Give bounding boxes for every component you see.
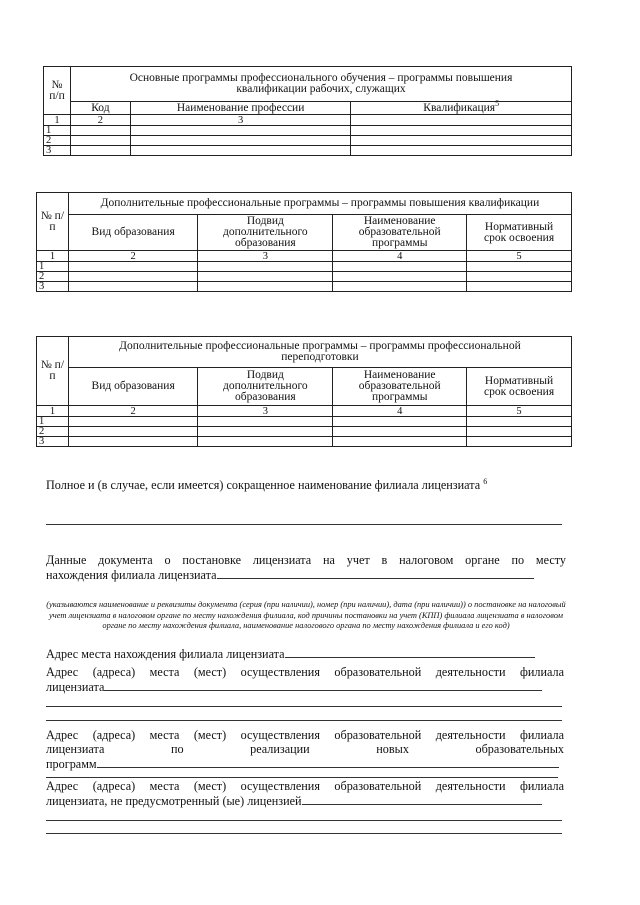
col-profession: Наименование профессии — [130, 102, 351, 115]
tax-doc-label-cont: нахождения филиала лицензиата — [46, 567, 566, 582]
index-cell: 1 — [37, 406, 69, 417]
branch-name-label: Полное и (в случае, если имеется) сокращенное наименование филиала лицензиата $^6$ — [46, 476, 488, 492]
unlicensed-address-label-cont: лицензиата, не предусмотренный (ые) лицензией — [46, 793, 566, 808]
index-cell: 1 — [37, 251, 69, 262]
col-qualification: Квалификация$^5$ — [351, 102, 572, 115]
col-duration: Нормативный срок освоения — [467, 215, 572, 251]
tax-doc-note: (указываются наименование и реквизиты документа (серия (при наличии), номер (при наличии), дата (при наличии)) о постановке на налоговый учет лицензиата в налоговом органе по месту нахождения филиала, код причины постановки на учет (КПП) филиала лицензиата в налоговом органе по месту нахождения филиала, наименование налогового органа по месту нахождения филиала и его код) — [46, 600, 566, 630]
activity-address-field[interactable] — [104, 679, 542, 691]
index-cell: 5 — [467, 406, 572, 417]
index-cell: 2 — [68, 251, 198, 262]
table-row: 3 — [37, 437, 572, 447]
table-row: 2 — [44, 136, 572, 146]
index-cell: 2 — [68, 406, 198, 417]
index-cell: 1 — [44, 115, 71, 126]
tax-doc-field[interactable] — [217, 567, 534, 579]
col-program-name: Наименование образовательной программы — [333, 368, 467, 406]
num-header: № п/п — [44, 67, 71, 115]
table-basic-programs — [43, 66, 572, 156]
index-cell: 3 — [130, 115, 351, 126]
footnote-mark: 6 — [483, 476, 488, 486]
index-cell — [351, 115, 572, 126]
new-programs-address-extra-line[interactable] — [46, 777, 558, 778]
table-retraining-programs — [36, 336, 572, 447]
index-cell: 4 — [333, 406, 467, 417]
activity-address-extra-line[interactable] — [46, 720, 562, 721]
index-cell: 2 — [70, 115, 130, 126]
col-education-subtype: Подвид дополнительного образования — [198, 215, 333, 251]
new-programs-address-label-cont: лицензиата по реализации новых образовательных — [46, 742, 564, 756]
col-code: Код — [70, 102, 130, 115]
index-cell: 4 — [333, 251, 467, 262]
activity-address-label: Адрес (адреса) места (мест) осуществления образовательной деятельности филиала — [46, 665, 564, 679]
table-title: Основные программы профессионального обучения – программы повышения квалификации рабочих, служащих — [70, 67, 571, 102]
unlicensed-address-extra-line[interactable] — [46, 833, 562, 834]
table-row: 3 — [37, 282, 572, 292]
num-header: № п/п — [37, 337, 69, 406]
table-row: 1 — [37, 417, 572, 427]
new-programs-address-label-end: программ — [46, 756, 566, 771]
new-programs-address-field[interactable] — [97, 756, 559, 768]
table-qualification-programs — [36, 192, 572, 292]
table-row: 1 — [37, 262, 572, 272]
table-row: 3 — [44, 146, 572, 156]
new-programs-address-label: Адрес (адреса) места (мест) осуществления образовательной деятельности филиала — [46, 728, 564, 742]
table-title: Дополнительные профессиональные программы – программы профессиональной переподготовки — [68, 337, 571, 368]
activity-address-extra-line[interactable] — [46, 706, 562, 707]
table-title: Дополнительные профессиональные программы – программы повышения квалификации — [68, 193, 571, 215]
col-education-type: Вид образования — [68, 368, 198, 406]
col-education-subtype: Подвид дополнительного образования — [198, 368, 333, 406]
index-cell: 5 — [467, 251, 572, 262]
activity-address-label-cont: лицензиата — [46, 679, 566, 694]
table-row: 2 — [37, 272, 572, 282]
table-row: 1 — [44, 126, 572, 136]
unlicensed-address-extra-line[interactable] — [46, 820, 562, 821]
tax-doc-label: Данные документа о постановке лицензиата на учет в налоговом органе по месту — [46, 553, 566, 567]
branch-address-label: Адрес места нахождения филиала лицензиата — [46, 646, 566, 661]
table-row: 2 — [37, 427, 572, 437]
index-cell: 3 — [198, 251, 333, 262]
footnote-mark: 5 — [495, 98, 500, 108]
col-duration: Нормативный срок освоения — [467, 368, 572, 406]
num-header: № п/п — [37, 193, 69, 251]
index-cell: 3 — [198, 406, 333, 417]
branch-address-field[interactable] — [285, 646, 535, 658]
unlicensed-address-field[interactable] — [302, 793, 542, 805]
col-program-name: Наименование образовательной программы — [333, 215, 467, 251]
branch-name-field[interactable] — [46, 524, 562, 525]
unlicensed-address-label: Адрес (адреса) места (мест) осуществления образовательной деятельности филиала — [46, 779, 564, 793]
col-education-type: Вид образования — [68, 215, 198, 251]
